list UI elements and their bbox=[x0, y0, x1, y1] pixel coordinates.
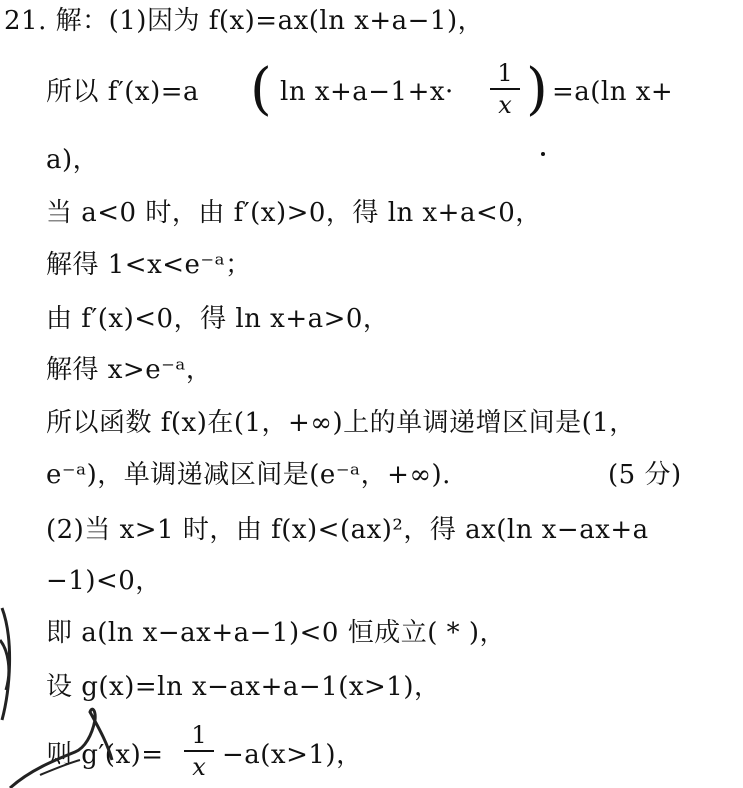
line-11: −1)<0， bbox=[46, 566, 162, 596]
line-1: 21. 解：(1)因为 f(x)=ax(ln x+a−1)， bbox=[4, 6, 485, 36]
right-paren: ) bbox=[526, 57, 548, 122]
line-4: 当 a<0 时，由 f′(x)>0，得 ln x+a<0， bbox=[46, 198, 542, 228]
line-14-end: −a(x>1)， bbox=[222, 740, 363, 770]
line-2-end: =a(ln x+ bbox=[552, 77, 674, 107]
fraction-denominator: x bbox=[192, 753, 206, 781]
fraction-numerator: 1 bbox=[497, 59, 513, 87]
line-9: e⁻ᵃ)，单调递减区间是(e⁻ᵃ，+∞). bbox=[46, 460, 451, 490]
line-2-mid: ln x+a−1+x· bbox=[280, 77, 454, 107]
line-12: 即 a(ln x−ax+a−1)<0 恒成立( * )， bbox=[46, 618, 507, 648]
fraction-denominator: x bbox=[498, 91, 512, 119]
line-2-start: 所以 f′(x)=a bbox=[46, 77, 200, 107]
line-8: 所以函数 f(x)在(1，+∞)上的单调递增区间是(1， bbox=[46, 408, 636, 438]
line-5: 解得 1<x<e⁻ᵃ； bbox=[46, 250, 252, 280]
line-14-start: 则 g′(x)= bbox=[46, 740, 164, 770]
score-note: (5 分) bbox=[608, 460, 682, 490]
line-6: 由 f′(x)<0，得 ln x+a>0， bbox=[46, 304, 390, 334]
line-13: 设 g(x)=ln x−ax+a−1(x>1)， bbox=[46, 672, 441, 702]
fraction-numerator: 1 bbox=[191, 721, 207, 749]
left-paren: ( bbox=[250, 57, 272, 122]
line-10: (2)当 x>1 时，由 f(x)<(ax)²，得 ax(ln x−ax+a bbox=[46, 515, 649, 545]
line-3: a)， bbox=[46, 145, 100, 175]
line-7: 解得 x>e⁻ᵃ， bbox=[46, 355, 213, 385]
